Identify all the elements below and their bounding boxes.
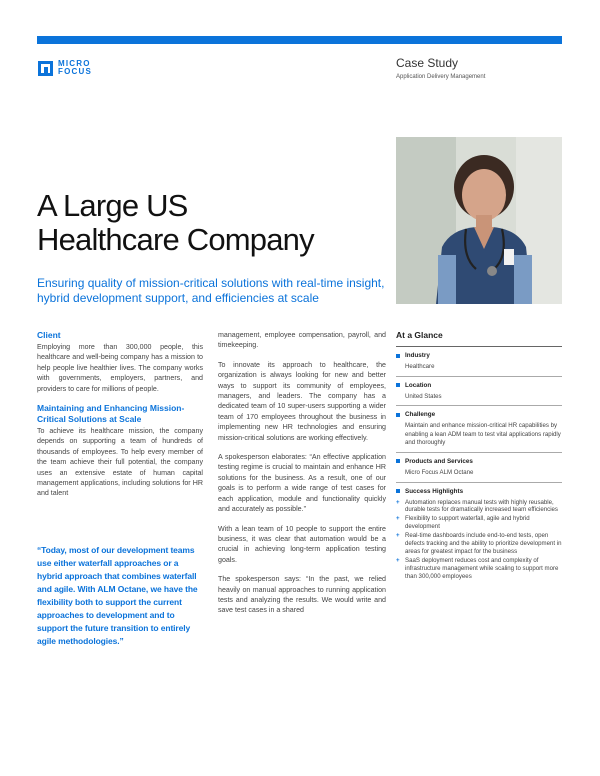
top-accent-bar — [37, 36, 562, 44]
highlights-header — [396, 488, 562, 495]
client-paragraph: Employing more than 300,000 people, this healthcare and well-being company has a mission to help people live healthier lives. The company works with governments, employers, partners, and providers to care for millions of people. — [37, 343, 203, 393]
square-bullet-icon — [396, 354, 400, 358]
industry-header — [396, 352, 562, 359]
client-heading: Client — [37, 330, 61, 340]
logo-line2: FOCUS — [58, 67, 92, 76]
products-value: Micro Focus ALM Octane — [405, 468, 474, 476]
square-bullet-icon — [396, 413, 400, 417]
square-bullet-icon — [396, 383, 400, 387]
industry-label: Industry — [405, 352, 430, 359]
highlights-list — [396, 499, 562, 581]
page-title — [37, 189, 314, 257]
healthcare-worker-photo — [396, 137, 562, 304]
challenge-heading: Maintaining and Enhancing Mission-Critical Solutions at Scale — [37, 403, 185, 425]
list-item: + Automation replaces manual tests with highly reusable, durable tests for dramatically increased team efficiencies — [396, 499, 562, 515]
logo-line1: MICRO — [58, 59, 91, 68]
at-a-glance-title: At a Glance — [396, 330, 562, 347]
challenge-header — [396, 411, 562, 418]
challenge-label: Challenge — [405, 411, 436, 419]
page-subtitle: Ensuring quality of mission-critical solutions with real-time insight, hybrid development support, and efficiencies at scale — [37, 276, 385, 305]
micro-focus-logo — [38, 60, 92, 76]
document-category: Application Delivery Management — [396, 74, 486, 80]
list-item: + SaaS deployment reduces cost and complexity of infrastructure management while scaling to support more than 300,000 employees — [396, 557, 562, 581]
page-title-line2: Healthcare Company — [37, 222, 314, 257]
logo-mark-icon — [38, 61, 53, 76]
square-bullet-icon — [396, 489, 400, 493]
paragraph-4: With a lean team of 10 people to support the entire business, it was clear that automation would be a crucial in achieving long-term application testing goals. — [218, 524, 386, 564]
paragraph-1: management, employee compensation, payroll, and timekeeping. — [218, 331, 386, 350]
list-item: + Real-time dashboards include end-to-end tests, open defects tracking and the ability to prioritize development in areas for greatest impact for the business — [396, 532, 562, 556]
document-type: Case Study — [396, 56, 459, 70]
page-title-line1: A Large US — [37, 188, 188, 223]
challenge-paragraph: To achieve its healthcare mission, the company depends on supporting a team of hundreds of thousands of employees. To help every member of the team achieve their full potential, the company uses an extensive estate of human capital management applications, including solutions for HR and talent — [37, 427, 203, 498]
paragraph-5: The spokesperson says: “In the past, we relied heavily on manual approaches to running application tests and analyzing the results. We would write and save test cases in a shared — [218, 575, 386, 615]
challenge-value: Maintain and enhance mission-critical HR capabilities by enabling a lean ADM team to test vital applications rapidly and thoroughly — [405, 422, 561, 447]
products-section — [396, 458, 562, 483]
location-header — [396, 382, 562, 389]
location-label: Location — [405, 381, 432, 389]
location-section — [396, 382, 562, 407]
middle-column — [218, 330, 386, 625]
paragraph-2: To innovate its approach to healthcare, the organization is always looking for new and better ways to support its community of employees, managers, and leaders. The company has a dedicated team of 10 super-users supporting a wider team of 170 employees throughout the business in implementing new HR technologies and ensuring mission-critical solutions are working effectively. — [218, 360, 386, 442]
products-label: Products and Services — [405, 457, 473, 465]
list-item: + Flexibility to support waterfall, agile and hybrid development — [396, 515, 562, 531]
industry-section — [396, 352, 562, 377]
paragraph-3: A spokesperson elaborates: “An effective application testing regime is crucial to maintain and enhance HR solutions for the business. As a result, one of our goals is to perform a wide range of test cases for each application, module and functionality quickly and accurately as possible.” — [218, 453, 386, 514]
industry-value: Healthcare — [405, 363, 435, 370]
left-column — [37, 330, 203, 508]
pull-quote: “Today, most of our development teams use either waterfall approaches or a hybrid approach that combines waterfall and agile. With ALM Octane, we have the flexibility both to support the current approaches to development and to support the future transition to entirely agile methodologies.” — [37, 545, 198, 646]
challenge-section — [396, 411, 562, 453]
highlights-section — [396, 488, 562, 586]
logo-wordmark — [58, 60, 92, 76]
photo-illustration — [396, 137, 562, 304]
products-header — [396, 458, 562, 465]
highlights-label: Success Highlights — [405, 487, 464, 495]
at-a-glance-panel — [396, 330, 562, 591]
square-bullet-icon — [396, 459, 400, 463]
location-value: United States — [405, 392, 442, 400]
